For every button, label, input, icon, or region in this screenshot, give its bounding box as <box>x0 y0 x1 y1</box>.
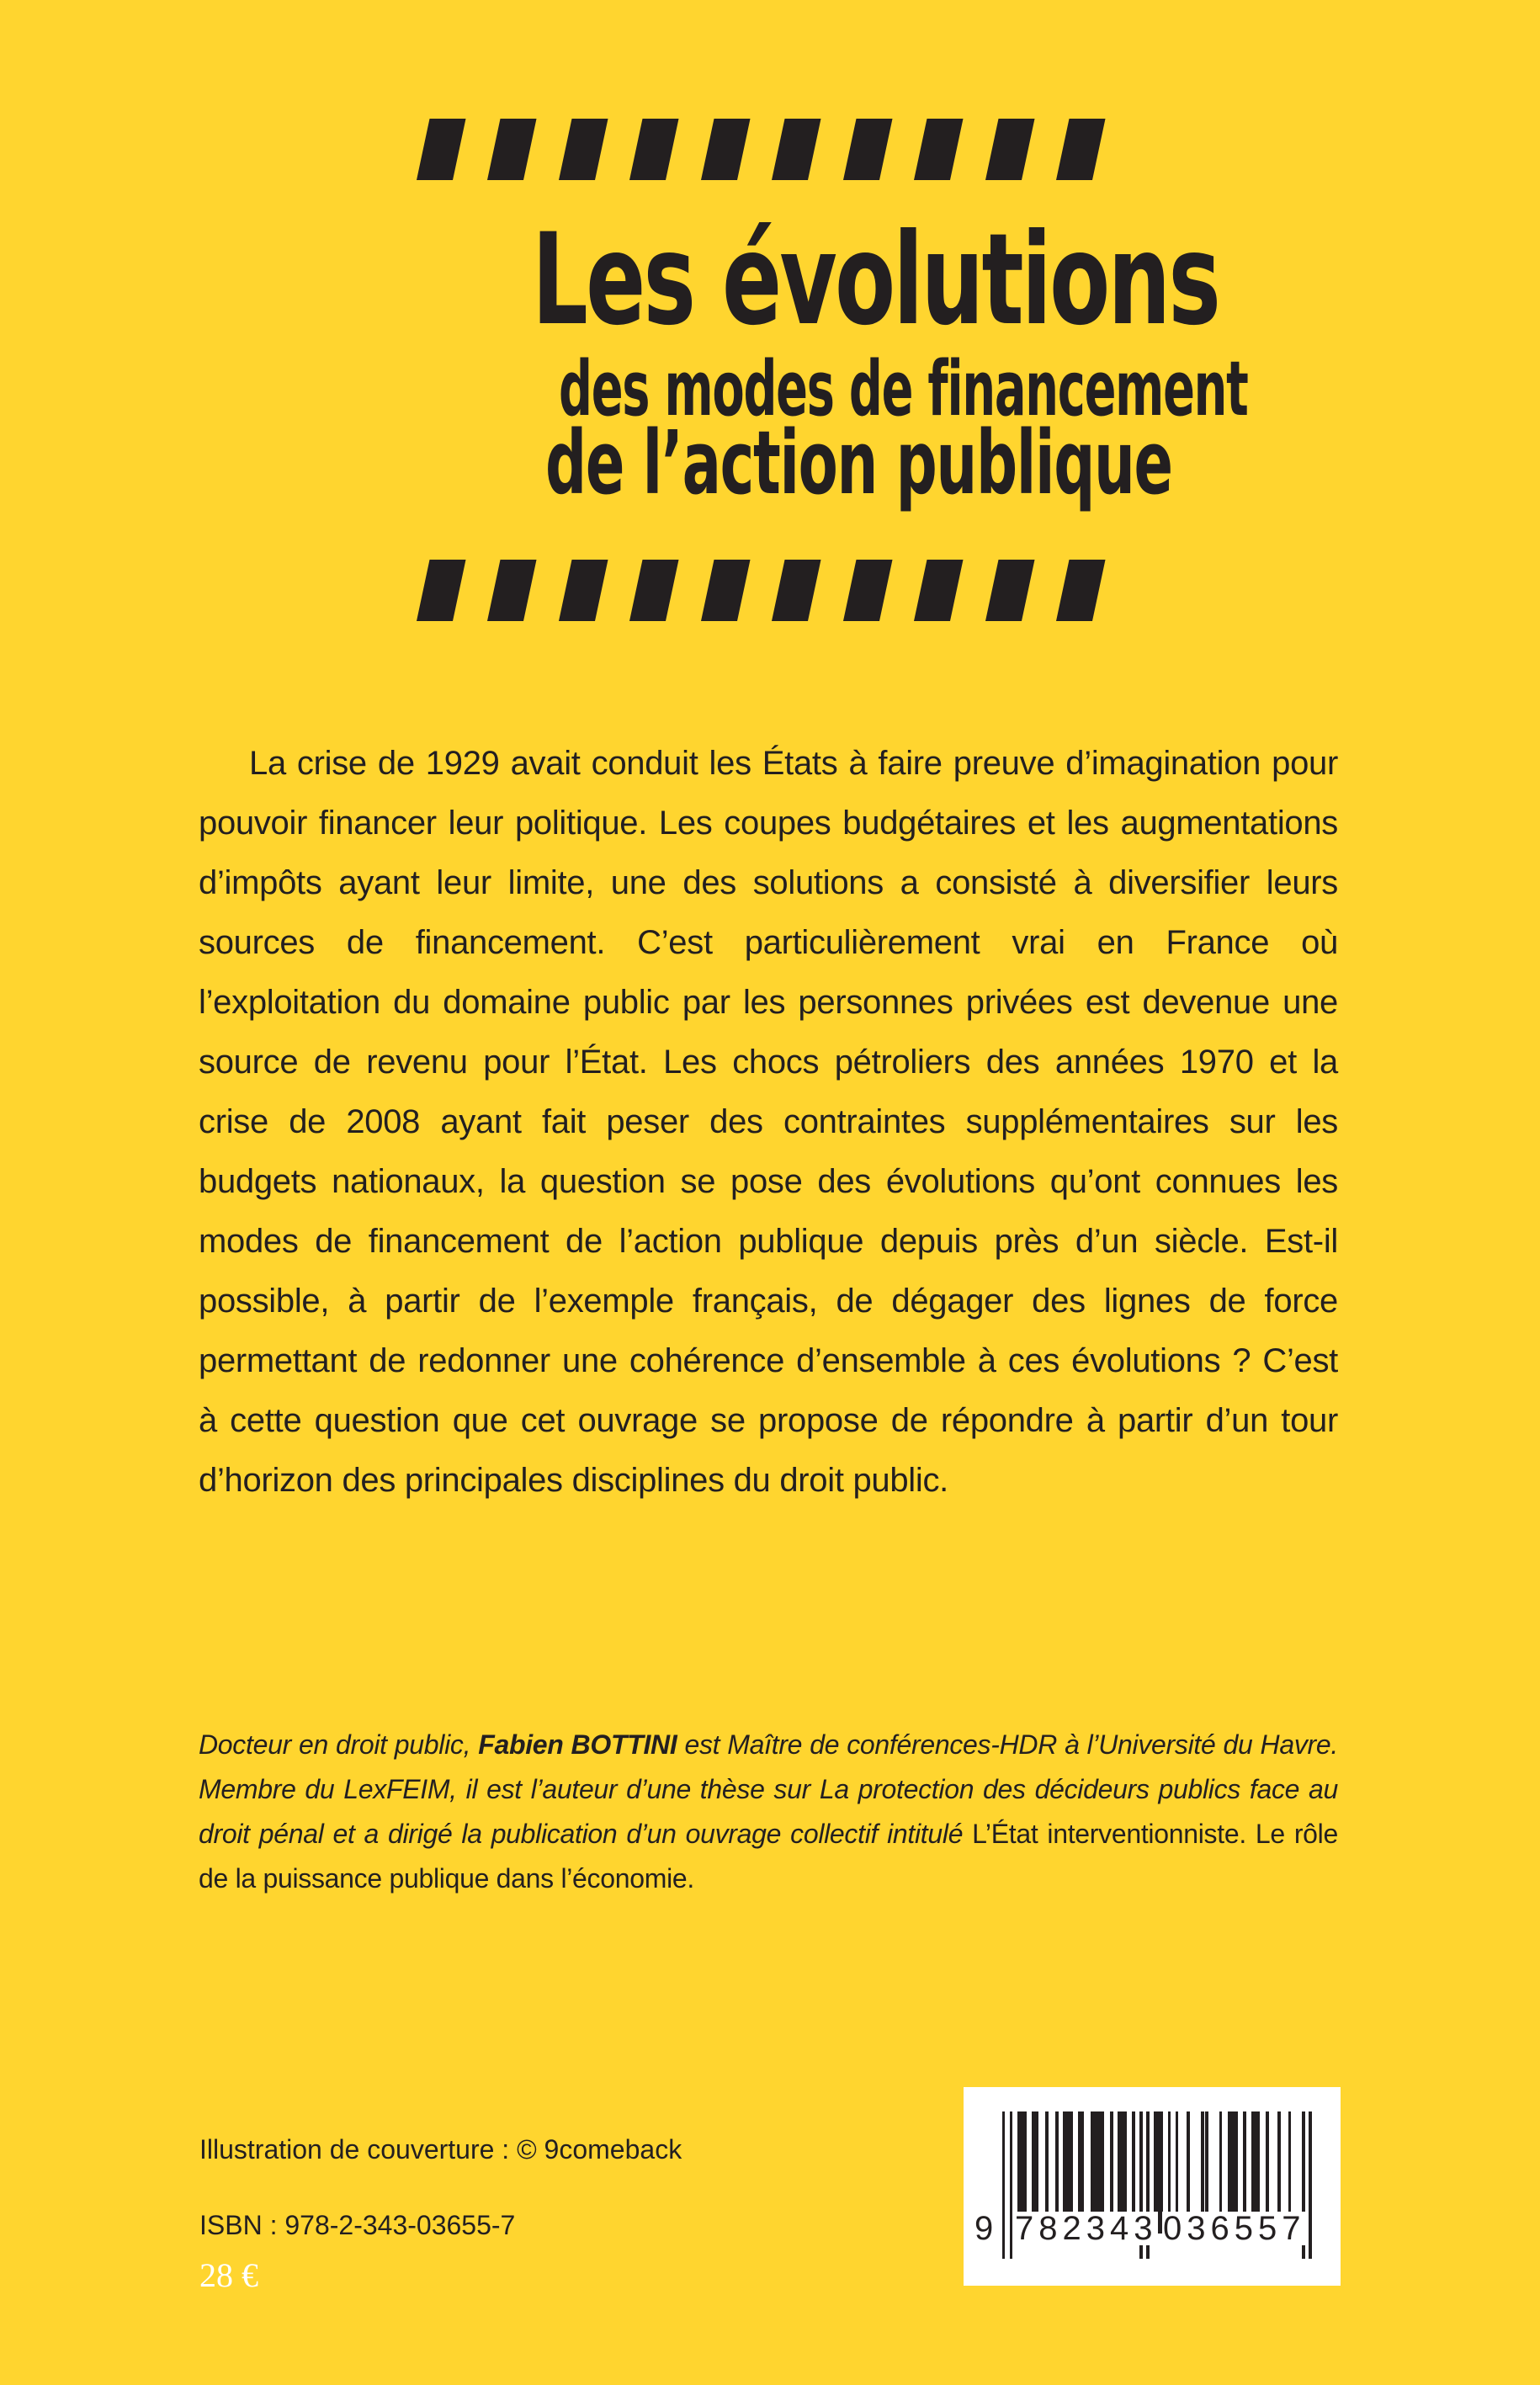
stripe <box>559 560 608 621</box>
stripe <box>559 119 608 180</box>
bottom-stripe-band <box>411 560 1109 621</box>
stripe <box>1056 119 1106 180</box>
collective-book-title: L’État interventionniste. Le rôle de la puissance publique dans l’économie. <box>199 1819 1338 1894</box>
stripe <box>772 560 821 621</box>
stripe <box>701 119 751 180</box>
stripe <box>985 560 1035 621</box>
bio-intro: Docteur en droit public, <box>199 1729 479 1760</box>
bio-direction: et a dirigé la publication d’un ouvrage collectif intitulé <box>323 1819 973 1849</box>
title-line-2: des modes de financement <box>559 345 1248 433</box>
top-stripe-band <box>411 119 1109 180</box>
barcode-group-left: 782343 <box>1015 2210 1158 2247</box>
stripe <box>772 119 821 180</box>
price: 28 € <box>199 2256 258 2294</box>
stripe <box>985 119 1035 180</box>
barcode-digit-first: 9 <box>974 2210 994 2247</box>
stripe <box>417 119 466 180</box>
stripe <box>843 560 893 621</box>
isbn: ISBN : 978-2-343-03655-7 <box>199 2210 516 2240</box>
stripe <box>417 560 466 621</box>
stripe <box>629 119 679 180</box>
stripe <box>701 560 751 621</box>
barcode-bar <box>1309 2111 1312 2259</box>
barcode-bar <box>1002 2111 1005 2259</box>
title-line-1: Les évolutions <box>532 207 1219 353</box>
author-name: Fabien BOTTINI <box>478 1729 677 1760</box>
back-cover-blurb: La crise de 1929 avait conduit les États à faire preuve d’imagination pour pouvoir financer leur politique. Les coupes budgétaires et les augmentations d’impôts ayant leur limite, une des solutions a consisté à diversifier leurs sources de financement. C’est particulièrement vrai en France où l’exploitation du domaine public par les personnes privées est devenue une source de revenu pour l’État. Les chocs pétroliers des années 1970 et la crise de 2008 ayant fait peser des contraintes supplémentaires sur les budgets nationaux, la question se pose des évolutions qu’ont connues les modes de financement de l’action publique depuis près d’un siècle. Est-il possible, à partir de l’exemple français, de dégager des lignes de force permettant de redonner une cohérence d’ensemble à ces évolutions ? C’est à cette question que cet ouvrage se propose de répondre à partir d’un tour d’horizon des principales disciplines du droit public. <box>199 745 1338 1499</box>
stripe <box>487 119 537 180</box>
stripe <box>914 560 964 621</box>
barcode-bar <box>1010 2111 1012 2259</box>
barcode-group-right: 036557 <box>1163 2210 1306 2247</box>
stripe <box>843 119 893 180</box>
bio-position: est Maître de conférences-HDR à l’Université du Havre. Membre du LexFEIM, il est l’auteur d’une thèse sur <box>199 1729 1338 1804</box>
title-line-3: de l’action publique <box>545 412 1172 514</box>
illustration-credit: Illustration de couverture : © 9comeback <box>199 2134 682 2165</box>
stripe <box>487 560 537 621</box>
stripe <box>629 560 679 621</box>
barcode <box>964 2087 1341 2286</box>
author-bio <box>199 1723 1338 1901</box>
stripe <box>1056 560 1106 621</box>
thesis-title: La protection des décideurs publics face au droit pénal <box>199 1774 1338 1849</box>
stripe <box>914 119 964 180</box>
